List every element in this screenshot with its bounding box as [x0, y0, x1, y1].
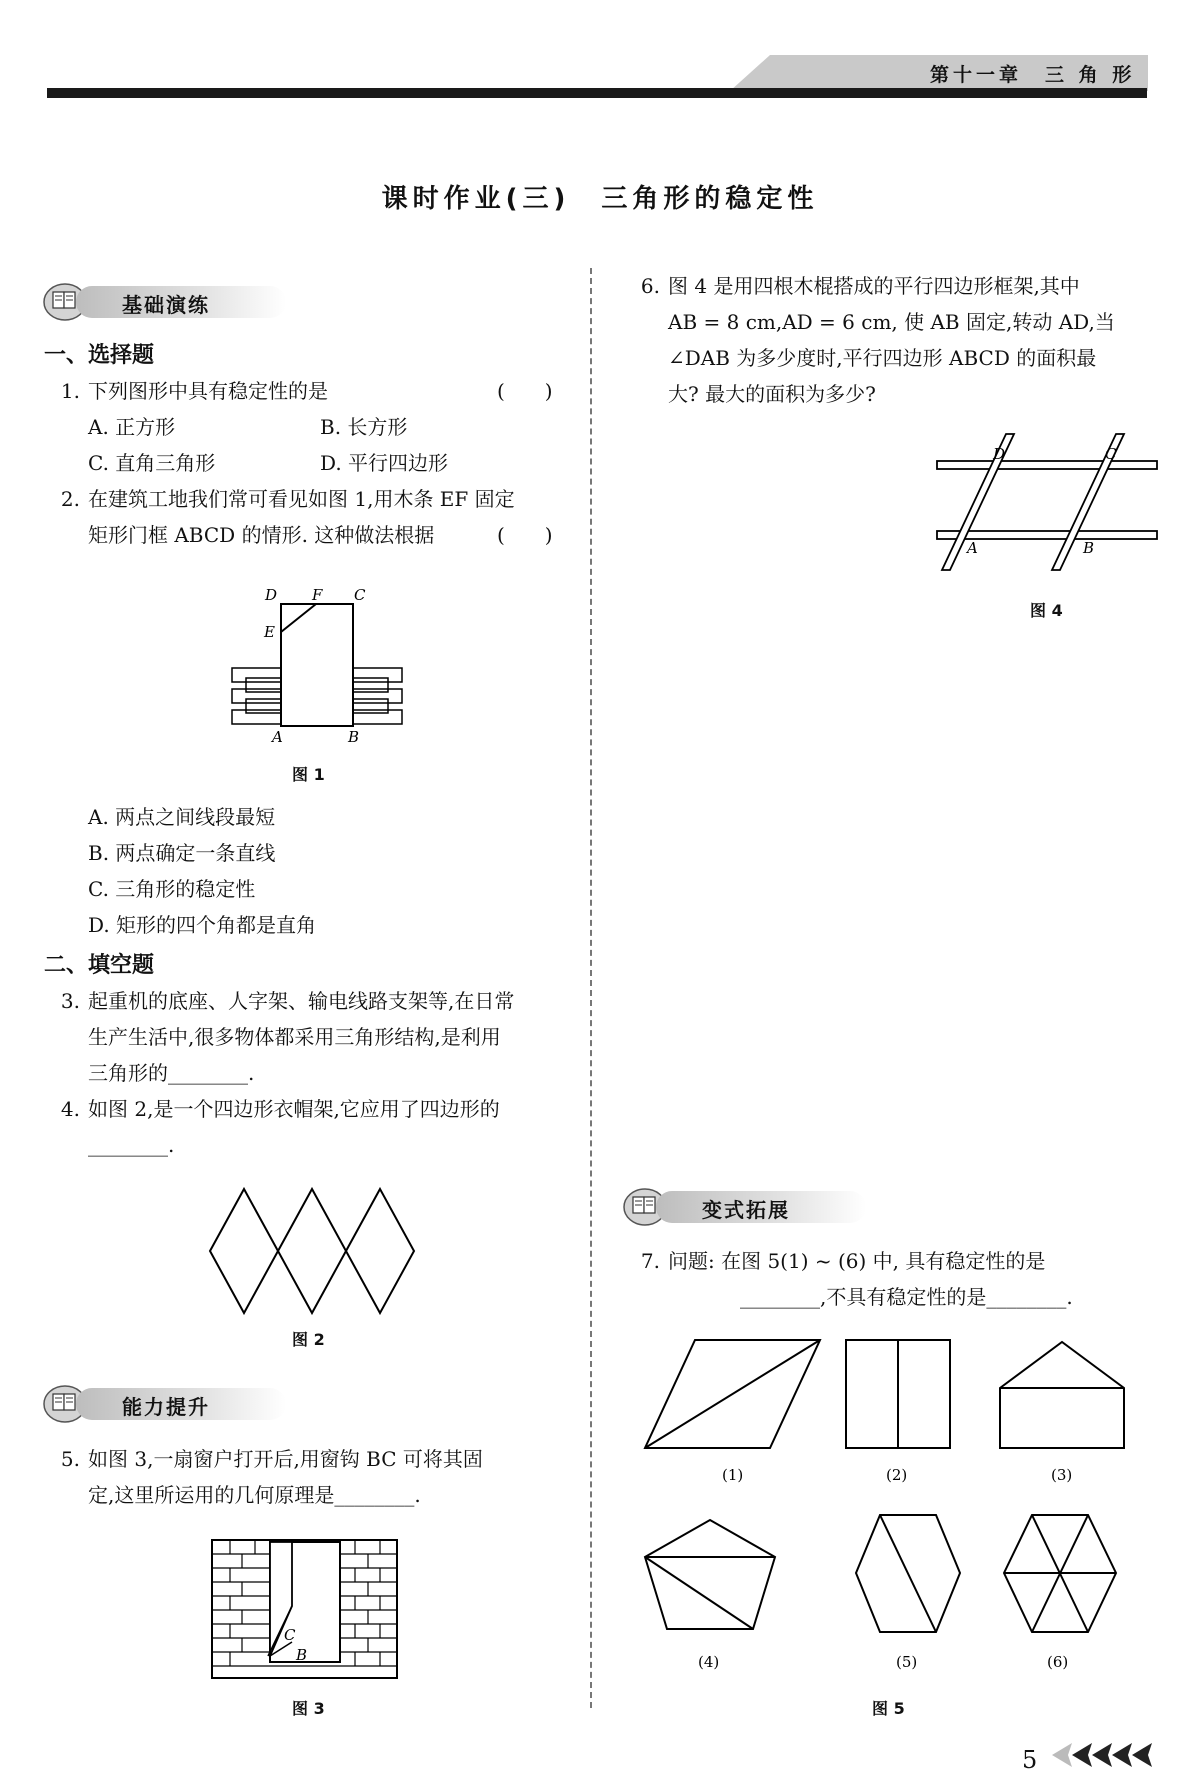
- figure-5: [640, 1330, 1160, 1710]
- fig4-label-a: A: [967, 539, 978, 557]
- q2-option-a: A. 两点之间线段最短: [88, 805, 276, 829]
- q5-line1: 5. 如图 3,一扇窗户打开后,用窗钩 BC 可将其固: [60, 1447, 483, 1471]
- column-divider: [590, 268, 592, 1708]
- fig1-label-a: A: [272, 728, 283, 746]
- fig3-caption: 图 3: [292, 1699, 325, 1718]
- page-title: 课时作业(三) 三角形的稳定性: [381, 184, 819, 214]
- q6-line4: 大? 最大的面积为多少?: [668, 382, 876, 406]
- badge-ability-label: 能力提升: [122, 1395, 210, 1419]
- q3-line3: 三角形的________.: [88, 1061, 255, 1085]
- q7-line1: 7. 问题: 在图 5(1) ~ (6) 中, 具有稳定性的是: [640, 1249, 1046, 1273]
- q1-option-b: B. 长方形: [320, 415, 408, 439]
- q5-line2: 定,这里所运用的几何原理是________.: [88, 1483, 421, 1507]
- q4-line2: ________.: [88, 1133, 175, 1157]
- fig5-label-2: (2): [886, 1466, 908, 1484]
- section-choice: 一、选择题: [44, 343, 155, 368]
- fig5-label-3: (3): [1051, 1466, 1073, 1484]
- badge-basic: [42, 282, 292, 322]
- fig3-label-b: B: [296, 1646, 308, 1664]
- fig1-label-c: C: [354, 586, 366, 604]
- fig1-label-f: F: [312, 586, 323, 604]
- figure-1: [220, 580, 420, 750]
- q2-option-d: D. 矩形的四个角都是直角: [88, 913, 317, 937]
- q1-option-d: D. 平行四边形: [320, 451, 449, 475]
- fig2-caption: 图 2: [292, 1330, 325, 1349]
- fig5-shape-3: [1000, 1342, 1124, 1448]
- fig5-label-6: (6): [1047, 1653, 1069, 1671]
- fig5-label-1: (1): [722, 1466, 744, 1484]
- q4-line1: 4. 如图 2,是一个四边形衣帽架,它应用了四边形的: [60, 1097, 500, 1121]
- chapter-header: 第十一章 三 角 形: [930, 64, 1136, 86]
- badge-basic-label: 基础演练: [122, 293, 210, 317]
- fig1-label-b: B: [348, 728, 360, 746]
- fig4-label-d: D: [993, 445, 1006, 463]
- fig4-label-c: C: [1105, 445, 1117, 463]
- badge-variant-label: 变式拓展: [702, 1198, 790, 1222]
- q3-line1: 3. 起重机的底座、人字架、输电线路支架等,在日常: [60, 989, 515, 1013]
- fig5-shape-4: [645, 1520, 775, 1629]
- section-fill: 二、填空题: [44, 953, 155, 978]
- q1-option-a: A. 正方形: [88, 415, 176, 439]
- fig5-caption: 图 5: [872, 1699, 905, 1718]
- q2-option-c: C. 三角形的稳定性: [88, 877, 256, 901]
- q1-option-c: C. 直角三角形: [88, 451, 216, 475]
- fig3-label-c: C: [284, 1626, 296, 1644]
- fig1-label-e: E: [264, 623, 275, 641]
- q2-option-b: B. 两点确定一条直线: [88, 841, 276, 865]
- fig1-caption: 图 1: [292, 765, 325, 784]
- q6-line2: AB = 8 cm,AD = 6 cm, 使 AB 固定,转动 AD,当: [668, 310, 1115, 334]
- badge-ability: [42, 1384, 292, 1424]
- q2-line1: 2. 在建筑工地我们常可看见如图 1,用木条 EF 固定: [60, 487, 515, 511]
- q7-line2: ________,不具有稳定性的是________.: [740, 1285, 1073, 1309]
- fig4-label-b: B: [1083, 539, 1095, 557]
- q2-line2: 矩形门框 ABCD 的情形. 这种做法根据: [88, 523, 435, 547]
- q6-line3: ∠DAB 为多少度时,平行四边形 ABCD 的面积最: [668, 346, 1097, 370]
- header-bar: [47, 88, 1147, 98]
- badge-variant: [622, 1187, 872, 1227]
- q1-paren: ( ): [497, 379, 553, 403]
- fig1-label-d: D: [265, 586, 278, 604]
- fig4-caption: 图 4: [1030, 601, 1063, 620]
- figure-2: [205, 1186, 435, 1316]
- fig5-label-4: (4): [698, 1653, 720, 1671]
- q1-text: 1. 下列图形中具有稳定性的是: [60, 379, 328, 403]
- q3-line2: 生产生活中,很多物体都采用三角形结构,是利用: [88, 1025, 501, 1049]
- q2-paren: ( ): [497, 523, 553, 547]
- arrows-icon: [1050, 1740, 1155, 1770]
- fig5-label-5: (5): [896, 1653, 918, 1671]
- page-number: 5: [1022, 1746, 1038, 1774]
- q6-line1: 6. 图 4 是用四根木棍搭成的平行四边形框架,其中: [640, 274, 1080, 298]
- figure-3: [210, 1538, 400, 1683]
- figure-4: [935, 430, 1160, 575]
